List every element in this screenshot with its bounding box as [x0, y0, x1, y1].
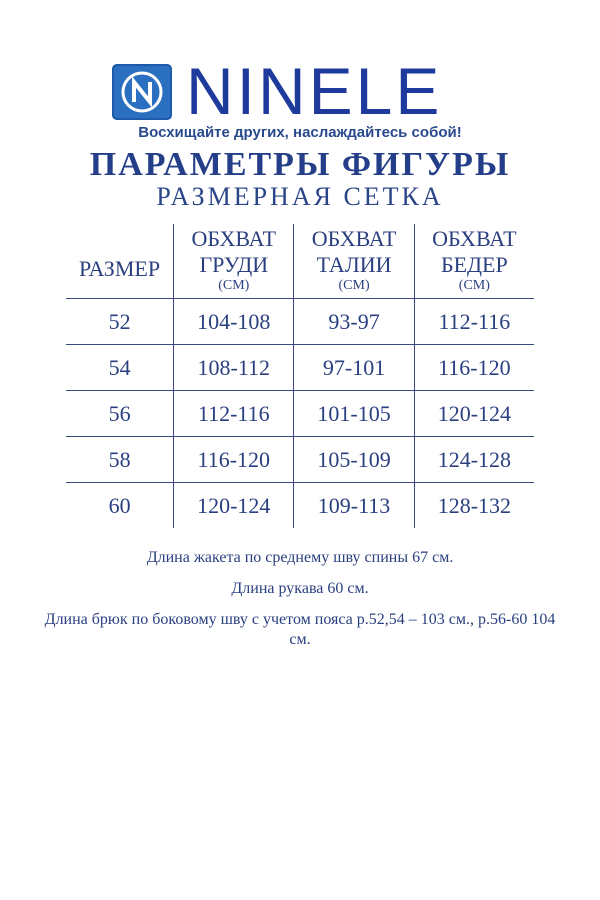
- ninele-n-logo-icon: [112, 64, 172, 120]
- column-header-label: ТАЛИИ: [316, 252, 392, 277]
- column-header-unit: (СМ): [218, 278, 250, 293]
- waist-cell: 101-105: [294, 391, 414, 437]
- waist-cell: 93-97: [294, 299, 414, 345]
- bust-cell: 104-108: [174, 299, 294, 345]
- measurement-notes: [40, 548, 560, 661]
- hips-cell: 124-128: [414, 437, 534, 483]
- brand-tagline: Восхищайте других, наслаждайтесь собой!: [138, 124, 462, 141]
- waist-cell: 97-101: [294, 345, 414, 391]
- note-trousers-length: Длина брюк по боковому шву с учетом пояса р.52,54 – 103 см., р.56-60 104 см.: [44, 611, 556, 648]
- hips-cell: 116-120: [414, 345, 534, 391]
- table-row: [66, 299, 534, 345]
- table-row: [66, 437, 534, 483]
- size-cell: 52: [66, 299, 174, 345]
- column-header-label: РАЗМЕР: [79, 256, 161, 281]
- bust-cell: 112-116: [174, 391, 294, 437]
- table-row: [66, 483, 534, 529]
- column-header-label: БЕДЕР: [440, 252, 508, 277]
- hips-cell: 112-116: [414, 299, 534, 345]
- column-header-waist: [294, 224, 414, 299]
- column-header-label: ОБХВАТ: [311, 226, 397, 251]
- column-header-label: ОБХВАТ: [432, 226, 517, 251]
- brand-name: NINELE: [186, 54, 443, 128]
- bust-cell: 116-120: [174, 437, 294, 483]
- column-header-label: ОБХВАТ: [191, 226, 277, 251]
- column-header-unit: (СМ): [338, 278, 370, 293]
- brand-logo: [0, 54, 600, 128]
- hips-cell: 120-124: [414, 391, 534, 437]
- size-cell: 56: [66, 391, 174, 437]
- table-header-row: [66, 224, 534, 299]
- column-header-size: [66, 224, 174, 299]
- column-header-unit: (СМ): [458, 278, 490, 293]
- page-title: ПАРАМЕТРЫ ФИГУРЫ: [89, 146, 511, 183]
- column-header-hips: [414, 224, 534, 299]
- note-sleeve-length: Длина рукава 60 см.: [231, 580, 369, 597]
- column-header-label: ГРУДИ: [199, 252, 269, 277]
- waist-cell: 109-113: [294, 483, 414, 529]
- hips-cell: 128-132: [414, 483, 534, 529]
- size-cell: 58: [66, 437, 174, 483]
- column-header-bust: [174, 224, 294, 299]
- table-row: [66, 345, 534, 391]
- size-chart-table: [66, 224, 534, 528]
- table-row: [66, 391, 534, 437]
- size-cell: 60: [108, 492, 131, 518]
- note-jacket-length: Длина жакета по среднему шву спины 67 см.: [146, 549, 454, 566]
- bust-cell: 120-124: [174, 483, 294, 529]
- size-cell: 54: [66, 345, 174, 391]
- page-subtitle: РАЗМЕРНАЯ СЕТКА: [156, 182, 444, 211]
- waist-cell: 105-109: [294, 437, 414, 483]
- bust-cell: 108-112: [174, 345, 294, 391]
